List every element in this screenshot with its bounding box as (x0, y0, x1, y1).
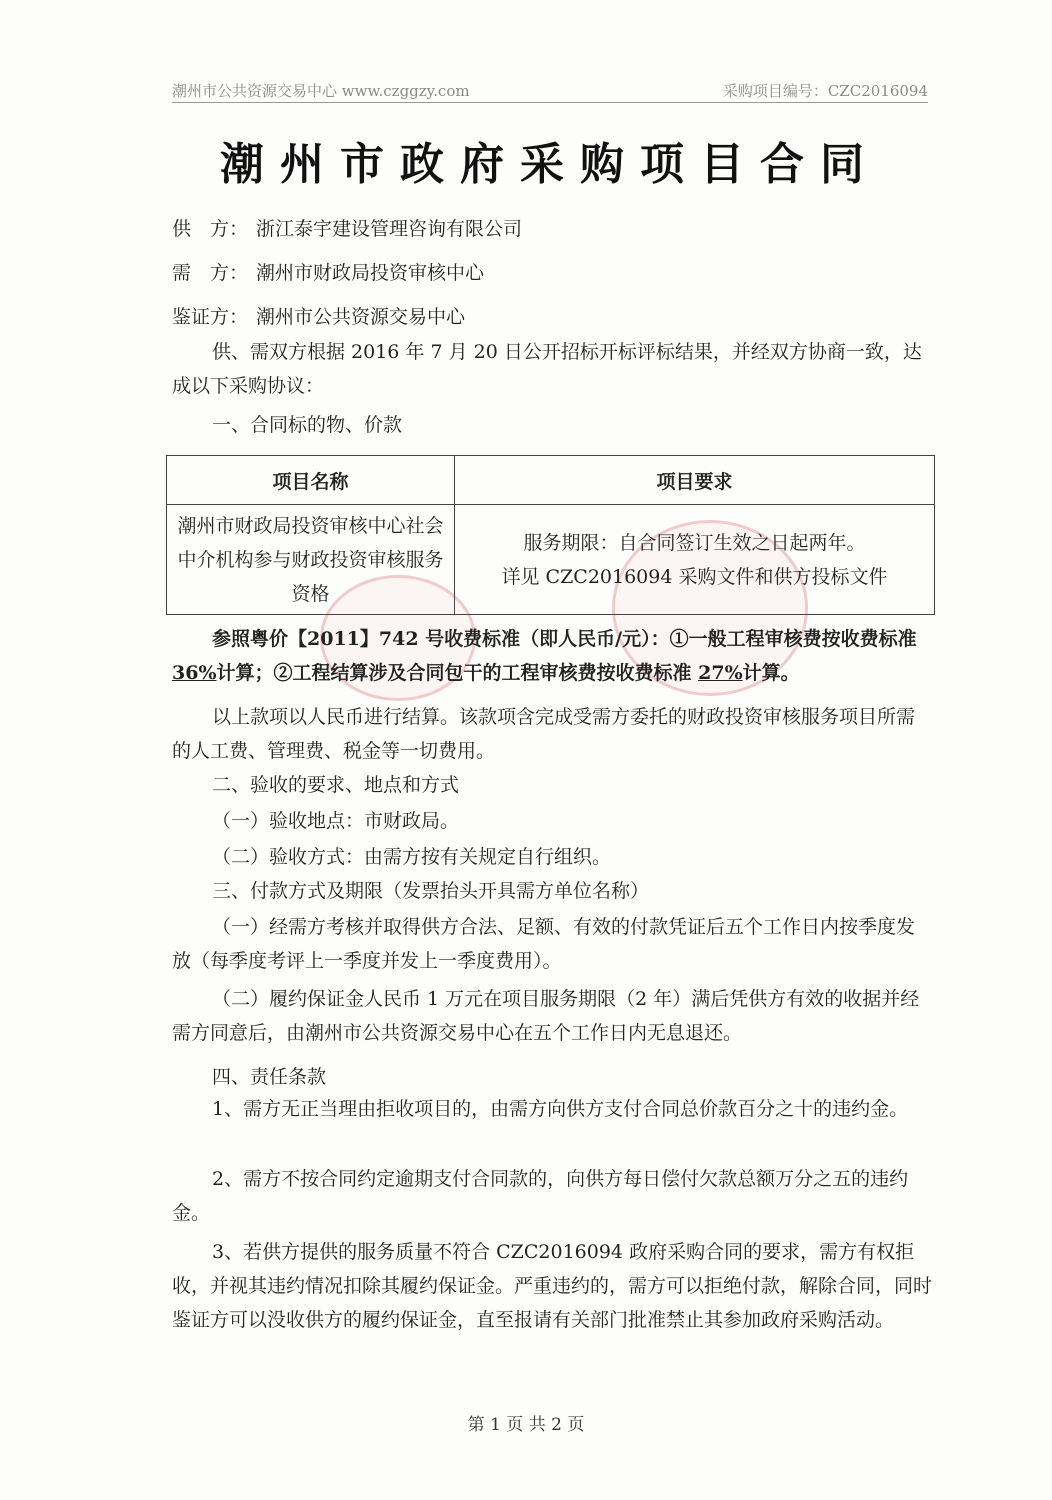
column-header-item-requirement: 项目要求 (455, 456, 935, 505)
party-label: 鉴证方： (172, 306, 249, 328)
page-number: 第 1 页 共 2 页 (467, 1415, 585, 1435)
fee-rate-general: 36% (172, 662, 217, 684)
party-supplier (172, 214, 522, 241)
column-header-item-name: 项目名称 (167, 456, 455, 505)
page-title: 潮州市政府采购项目合同 (220, 139, 880, 190)
liability-clause-3: 3、若供方提供的服务质量不符合 CZC2016094 政府采购合同的要求，需方有权拒收，并视其违约情况扣除其履约保证金。严重违约的，需方可以拒绝付款，解除合同，同时鉴证方可以没收供方的履约保证金，直至报请有关部门批准禁止其参加政府采购活动。 (172, 1241, 933, 1331)
payment-clause-1: （一）经需方考核并取得供方合法、足额、有效的付款凭证后五个工作日内按季度发放（每季度考评上一季度并发上一季度费用）。 (172, 916, 916, 972)
section-heading-4: 四、责任条款 (212, 1066, 327, 1088)
party-value: 潮州市公共资源交易中心 (256, 306, 466, 328)
intro-paragraph: 供、需双方根据 2016 年 7 月 20 日公开招标开标评标结果，并经双方协商一致，达成以下采购协议： (172, 341, 922, 397)
header-source: 潮州市公共资源交易中心 www.czggzy.com (172, 82, 470, 100)
reference-documents: 详见 CZC2016094 采购文件和供方投标文件 (501, 565, 888, 588)
fee-text: 计算。 (742, 662, 800, 684)
settlement-paragraph: 以上款项以人民币进行结算。该款项含完成受需方委托的财政投资审核服务项目所需的人工费、管理费、税金等一切费用。 (172, 706, 916, 762)
payment-clause-2: （二）履约保证金人民币 1 万元在项目服务期限（2 年）满后凭供方有效的收据并经需方同意后，由潮州市公共资源交易中心在五个工作日内无息退还。 (172, 988, 920, 1044)
party-value: 浙江泰宇建设管理咨询有限公司 (256, 218, 523, 240)
liability-clause-1: 1、需方无正当理由拒收项目的，由需方向供方支付合同总价款百分之十的违约金。 (212, 1098, 909, 1120)
table-header-row (167, 456, 935, 505)
fee-standard-paragraph (172, 622, 932, 690)
cell-item-requirement (455, 505, 935, 615)
page-header (172, 76, 928, 103)
section-heading-3: 三、付款方式及期限（发票抬头开具需方单位名称） (212, 880, 650, 902)
fee-rate-lump-sum: 27% (698, 662, 743, 684)
acceptance-method: （二）验收方式：由需方按有关规定自行组织。 (212, 846, 612, 868)
service-period: 服务期限：自合同签订生效之日起两年。 (523, 531, 866, 554)
party-label: 需 方： (172, 262, 249, 284)
header-project-number: 采购项目编号：CZC2016094 (722, 82, 928, 100)
fee-text: 参照粤价【2011】742 号收费标准（即人民币/元）：①一般工程审核费按收费标准 (212, 628, 917, 650)
table-row (167, 505, 935, 615)
section-heading-1: 一、合同标的物、价款 (212, 414, 403, 436)
party-witness (172, 302, 465, 329)
items-table (166, 455, 935, 615)
cell-item-name: 潮州市财政局投资审核中心社会中介机构参与财政投资审核服务资格 (167, 505, 455, 615)
acceptance-location: （一）验收地点：市财政局。 (212, 810, 460, 832)
fee-text: 计算；②工程结算涉及合同包干的工程审核费按收费标准 (216, 662, 699, 684)
party-buyer (172, 258, 484, 285)
party-label: 供 方： (172, 218, 249, 240)
section-heading-2: 二、验收的要求、地点和方式 (212, 774, 460, 796)
liability-clause-2: 2、需方不按合同约定逾期支付合同款的，向供方每日偿付欠款总额万分之五的违约金。 (172, 1168, 909, 1224)
party-value: 潮州市财政局投资审核中心 (256, 262, 485, 284)
